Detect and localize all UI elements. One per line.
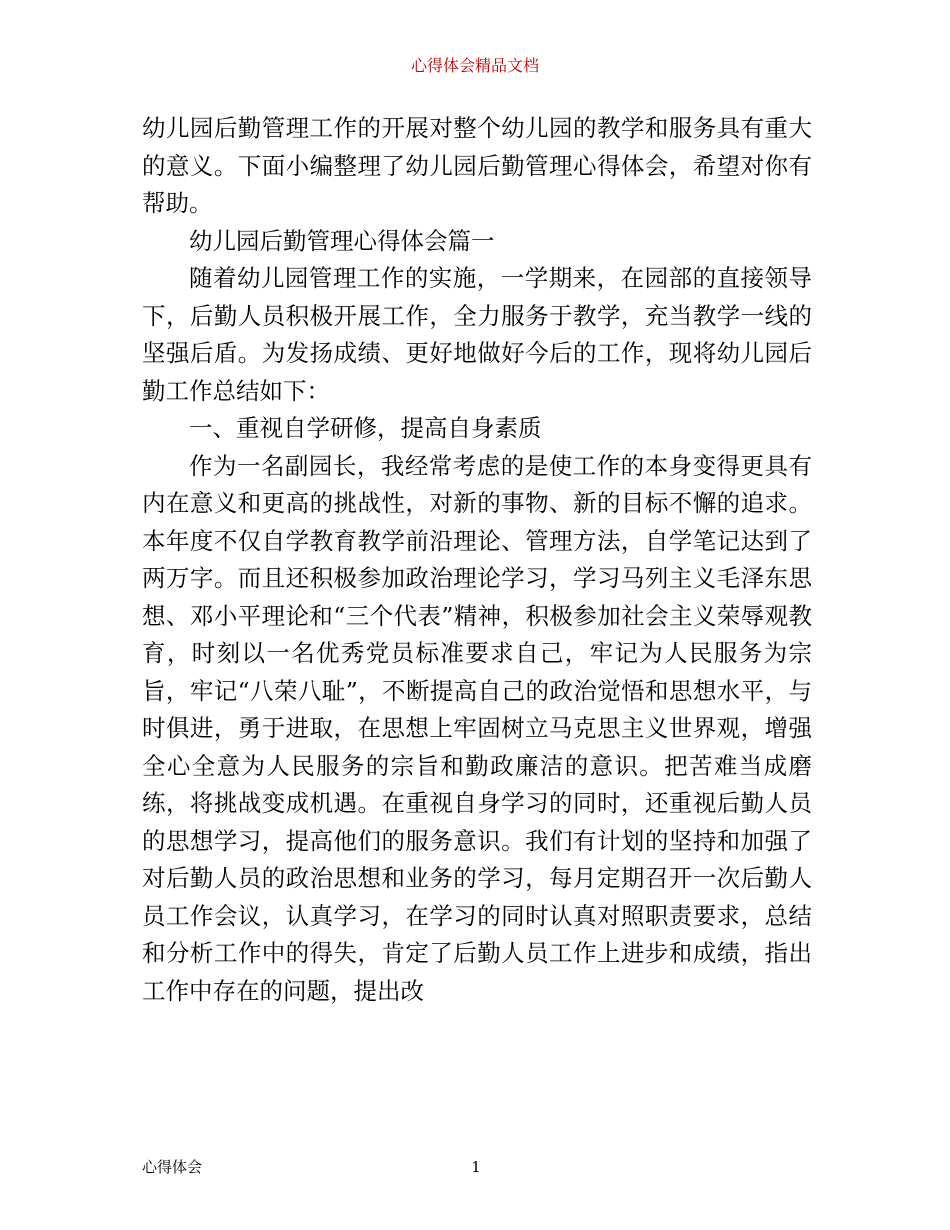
body-paragraph: 作为一名副园长，我经常考虑的是使工作的本身变得更具有内在意义和更高的挑战性，对新的事物、新的目标不懈的追求。本年度不仅自学教育教学前沿理论、管理方法，自学笔记达到了两万字。而且还积极参加政治理论学习，学习马列主义毛泽东思想、邓小平理论和“三个代表”精神，积极参加社会主义荣辱观教育，时刻以一名优秀党员标准要求自己，牢记为人民服务为宗旨，牢记“八荣八耻”，不断提高自己的政治觉悟和思想水平，与时俱进，勇于进取，在思想上牢固树立马克思主义世界观，增强全心全意为人民服务的宗旨和勤政廉洁的意识。把苦难当成磨练，将挑战变成机遇。在重视自身学习的同时，还重视后勤人员的思想学习，提高他们的服务意识。我们有计划的坚持和加强了对后勤人员的政治思想和业务的学习，每月定期召开一次后勤人员工作会议，认真学习，在学习的同时认真对照职责要求，总结和分析工作中的得失，肯定了后勤人员工作上进步和成绩，指出工作中存在的问题，提出改 [142,451,812,1005]
intro-paragraph: 幼儿园后勤管理工作的开展对整个幼儿园的教学和服务具有重大的意义。下面小编整理了幼儿园后勤管理心得体会，希望对你有帮助。 [142,114,812,217]
document-body [142,110,812,1010]
page-number: 1 [471,1158,481,1176]
page-header-title: 心得体会精品文档 [410,56,539,75]
subsection-heading: 一、重视自学研修，提高自身素质 [189,414,542,442]
body-paragraph: 随着幼儿园管理工作的实施，一学期来，在园部的直接领导下，后勤人员积极开展工作，全力服务于教学，充当教学一线的坚强后盾。为发扬成绩、更好地做好今后的工作，现将幼儿园后勤工作总结如下： [142,264,812,405]
section-title: 幼儿园后勤管理心得体会篇一 [189,226,495,255]
page-footer-label: 心得体会 [142,1158,203,1176]
